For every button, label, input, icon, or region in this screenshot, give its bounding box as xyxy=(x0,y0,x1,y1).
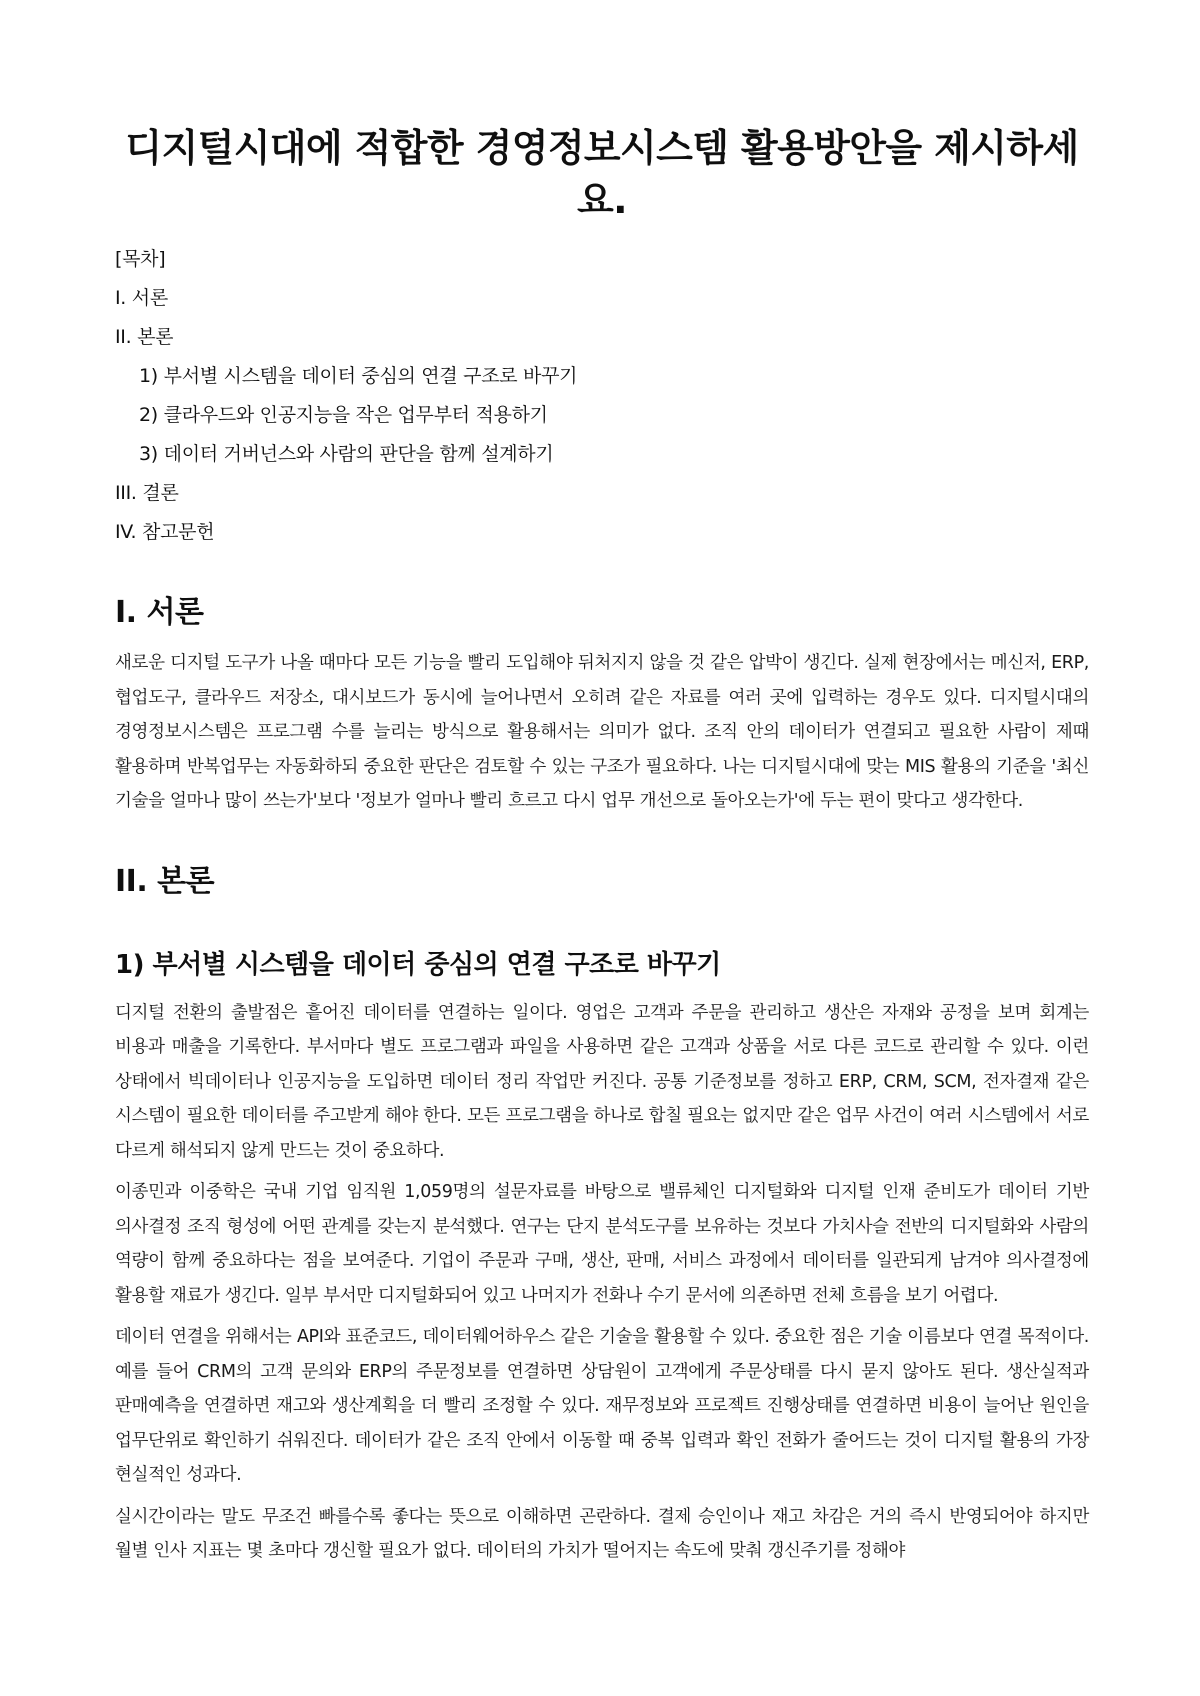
toc-item-sub1: 1) 부서별 시스템을 데이터 중심의 연결 구조로 바꾸기 xyxy=(139,365,578,387)
toc-item-sub3: 3) 데이터 거버넌스와 사람의 판단을 함께 설계하기 xyxy=(139,443,554,465)
body-paragraph: 이종민과 이중학은 국내 기업 임직원 1,059명의 설문자료를 바탕으로 밸류체인 디지털화와 디지털 인재 준비도가 데이터 기반 의사결정 조직 형성에 어떤 관계를 갖는지 분석했다. 연구는 단지 분석도구를 보유하는 것보다 가치사슬 전반의 디지털화와 사람의 역량이 함께 중요하다는 점을 보여준다. 기업이 주문과 구매, 생산, 판매, 서비스 과정에서 데이터를 일관되게 남겨야 의사결정에 활용할 재료가 생긴다. 일부 부서만 디지털화되어 있고 나머지가 전화나 수기 문서에 의존하면 전체 흐름을 보기 어렵다. xyxy=(115,1182,1089,1306)
document-page xyxy=(115,0,1089,1569)
section-heading-intro: I. 서론 xyxy=(115,595,204,630)
toc-item-conclusion: III. 결론 xyxy=(115,482,179,504)
body-paragraph: 실시간이라는 말도 무조건 빠를수록 좋다는 뜻으로 이해하면 곤란하다. 결제 승인이나 재고 차감은 거의 즉시 반영되어야 하지만 월별 인사 지표는 몇 초마다 갱신할 필요가 없다. 데이터의 가치가 떨어지는 속도에 맞춰 갱신주기를 정해야 xyxy=(115,1506,1089,1561)
section-heading-body: II. 본론 xyxy=(115,863,215,899)
document-title: 디지털시대에 적합한 경영정보시스템 활용방안을 제시하세요. xyxy=(125,126,1079,222)
body-paragraph: 디지털 전환의 출발점은 흩어진 데이터를 연결하는 일이다. 영업은 고객과 주문을 관리하고 생산은 자재와 공정을 보며 회계는 비용과 매출을 기록한다. 부서마다 별도 프로그램과 파일을 사용하면 같은 고객과 상품을 서로 다른 코드로 관리할 수 있다. 이런 상태에서 빅데이터나 인공지능을 도입하면 데이터 정리 작업만 커진다. 공통 기준정보를 정하고 ERP, CRM, SCM, 전자결재 같은 시스템이 필요한 데이터를 주고받게 해야 한다. 모든 프로그램을 하나로 합칠 필요는 없지만 같은 업무 사건이 여러 시스템에서 서로 다르게 해석되지 않게 만드는 것이 중요하다. xyxy=(115,1002,1089,1161)
body-paragraph: 데이터 연결을 위해서는 API와 표준코드, 데이터웨어하우스 같은 기술을 활용할 수 있다. 중요한 점은 기술 이름보다 연결 목적이다. 예를 들어 CRM의 고객 문의와 ERP의 주문정보를 연결하면 상담원이 고객에게 주문상태를 다시 묻지 않아도 된다. 생산실적과 판매예측을 연결하면 재고와 생산계획을 더 빨리 조정할 수 있다. 재무정보와 프로젝트 진행상태를 연결하면 비용이 늘어난 원인을 업무단위로 확인하기 쉬워진다. 데이터가 같은 조직 안에서 이동할 때 중복 입력과 확인 전화가 줄어드는 것이 디지털 활용의 가장 현실적인 성과다. xyxy=(115,1327,1089,1485)
table-of-contents xyxy=(115,240,1089,552)
toc-item-intro: I. 서론 xyxy=(115,287,168,309)
toc-item-references: IV. 참고문헌 xyxy=(115,521,215,543)
toc-item-body: II. 본론 xyxy=(115,326,174,348)
subsection-heading-1: 1) 부서별 시스템을 데이터 중심의 연결 구조로 바꾸기 xyxy=(115,949,721,980)
toc-item-sub2: 2) 클라우드와 인공지능을 작은 업무부터 적용하기 xyxy=(139,404,548,426)
intro-paragraph: 새로운 디지털 도구가 나올 때마다 모든 기능을 빨리 도입해야 뒤처지지 않을 것 같은 압박이 생긴다. 실제 현장에서는 메신저, ERP, 협업도구, 클라우드 저장소, 대시보드가 동시에 늘어나면서 오히려 같은 자료를 여러 곳에 입력하는 경우도 있다. 디지털시대의 경영정보시스템은 프로그램 수를 늘리는 방식으로 활용해서는 의미가 없다. 조직 안의 데이터가 연결되고 필요한 사람이 제때 활용하며 반복업무는 자동화하되 중요한 판단은 검토할 수 있는 구조가 필요하다. 나는 디지털시대에 맞는 MIS 활용의 기준을 '최신 기술을 얼마나 많이 쓰는가'보다 '정보가 얼마나 빨리 흐르고 다시 업무 개선으로 돌아오는가'에 두는 편이 맞다고 생각한다. xyxy=(115,653,1089,811)
toc-header: [목차] xyxy=(115,248,166,270)
